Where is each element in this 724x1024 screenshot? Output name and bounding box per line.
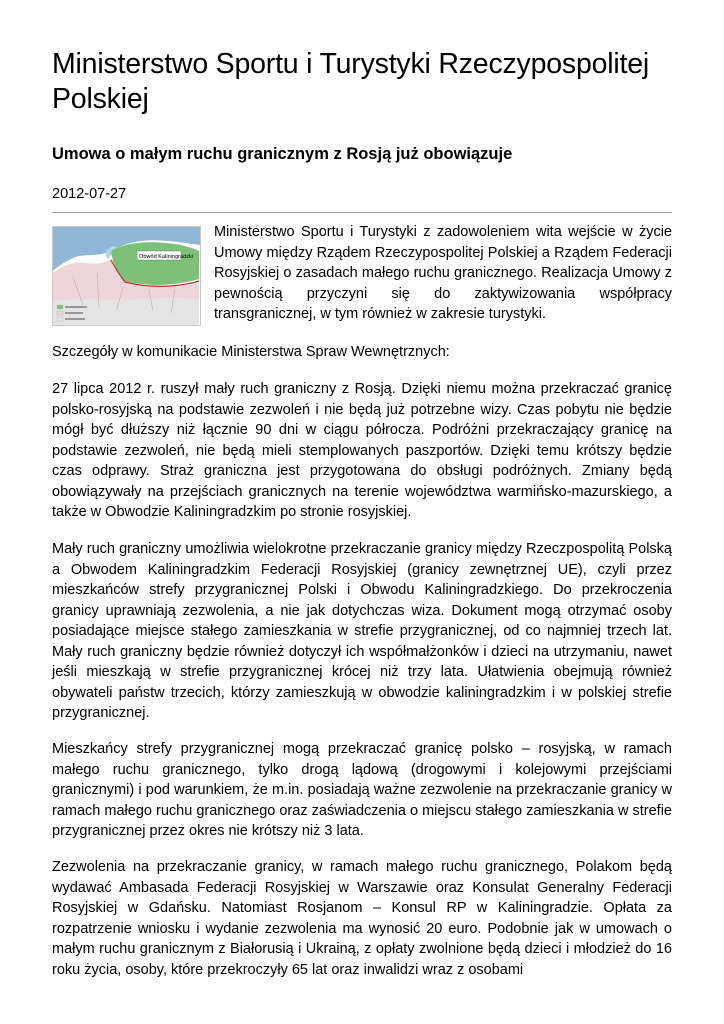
paragraph-start: 27 lipca 2012 r. ruszył mały ruch graniczny z Rosją. Dzięki niemu można przekraczać granicę polsko-rosyjską na podstawie zezwoleń i nie będą już potrzebne wizy. Czas pobytu nie będzie mógł być dłuższy niż łącznie 90 dni w ciągu półrocza. Podróżni przekraczający granicę na podstawie zezwoleń, nie będą mieli stemplowanych paszportów. Dzięki temu krótszy będzie czas odprawy. Straż graniczna jest przygotowana do obsługi podróżnych. Zmiany będą obowiązywały na przejściach granicznych na terenie województwa warmińsko-mazurskiego, a także w Obwodzie Kaliningradzkim po stronie rosyjskiej. (52, 381, 672, 520)
paragraph-rules: Mały ruch graniczny umożliwia wielokrotne przekraczanie granicy między Rzeczpospolitą Polską a Obwodem Kaliningradzkim Federacji Rosyjskiej (granicy zewnętrznej UE), czyli przez mieszkańców strefy przygranicznej Polski i Obwodu Kaliningradzkiego. Do przekroczenia granicy uprawniają zezwolenia, a nie jak dotychczas wiza. Dokument mogą otrzymać osoby posiadające miejsce stałego zamieszkania w strefie przygranicznej, od co najmniej trzech lat. Mały ruch graniczny będzie również dotyczył ich współmałżonków i dzieci na utrzymaniu, nawet jeśli mieszkają w strefie przygranicznej krócej niż trzy lata. Ułatwienia obejmują również obywateli państw trzecich, którzy zamieszkują w obwodzie kaliningradzkim i w polskiej strefie przygranicznej. (52, 541, 672, 721)
intro-paragraph: Ministerstwo Sportu i Turystyki z zadowoleniem wita wejście w życie Umowy między Rządem Rzeczypospolitej Polskiej a Rządem Federacji Rosyjskiej o zasadach małego ruchu granicznego. Realizacja Umowy z pewnością przyczyni się do zaktywizowania współpracy transgranicznej, w tym również w zakresie turystyki. (214, 224, 672, 322)
paragraph-permits: Zezwolenia na przekraczanie granicy, w ramach małego ruchu granicznego, Polakom będą wydawać Ambasada Federacji Rosyjskiej w Warszawie oraz Konsulat Generalny Federacji Rosyjskiej w Gdańsku. Natomiast Rosjanom – Konsul RP w Kaliningradzie. Opłata za rozpatrzenie wniosku i wydanie zezwolenia ma wynosić 20 euro. Podobnie jak w umowach o małym ruchu granicznym z Białorusią i Ukrainą, z opłaty zwolnione będą dzieci i młodzież do 16 roku życia, osoby, które przekroczyły 65 lat oraz inwalidzi wraz z osobami (52, 859, 672, 978)
article-date: 2012-07-27 (52, 186, 127, 202)
map-image (52, 226, 201, 326)
kaliningrad-map-illustration (53, 227, 200, 325)
page-title: Ministerstwo Sportu i Turystyki Rzeczypospolitej Polskiej (52, 48, 650, 115)
divider (52, 212, 672, 213)
article-headline: Umowa o małym ruchu granicznym z Rosją już obowiązuje (52, 145, 513, 163)
paragraph-source: Szczegóły w komunikacie Ministerstwa Spraw Wewnętrznych: (52, 344, 450, 360)
paragraph-residents: Mieszkańcy strefy przygranicznej mogą przekraczać granicę polsko – rosyjską, w ramach małego ruchu granicznego, tylko drogą lądową (drogowymi i kolejowymi przejściami granicznymi) i pod warunkiem, że m.in. posiadają ważne zezwolenie na przekraczanie granicy w ramach małego ruchu granicznego oraz zaświadczenia o miejscu stałego zamieszkania w strefie przygranicznej przez okres nie krótszy niż 3 lata. (52, 741, 672, 839)
map-label: Obwód Kaliningradzki (139, 254, 194, 260)
